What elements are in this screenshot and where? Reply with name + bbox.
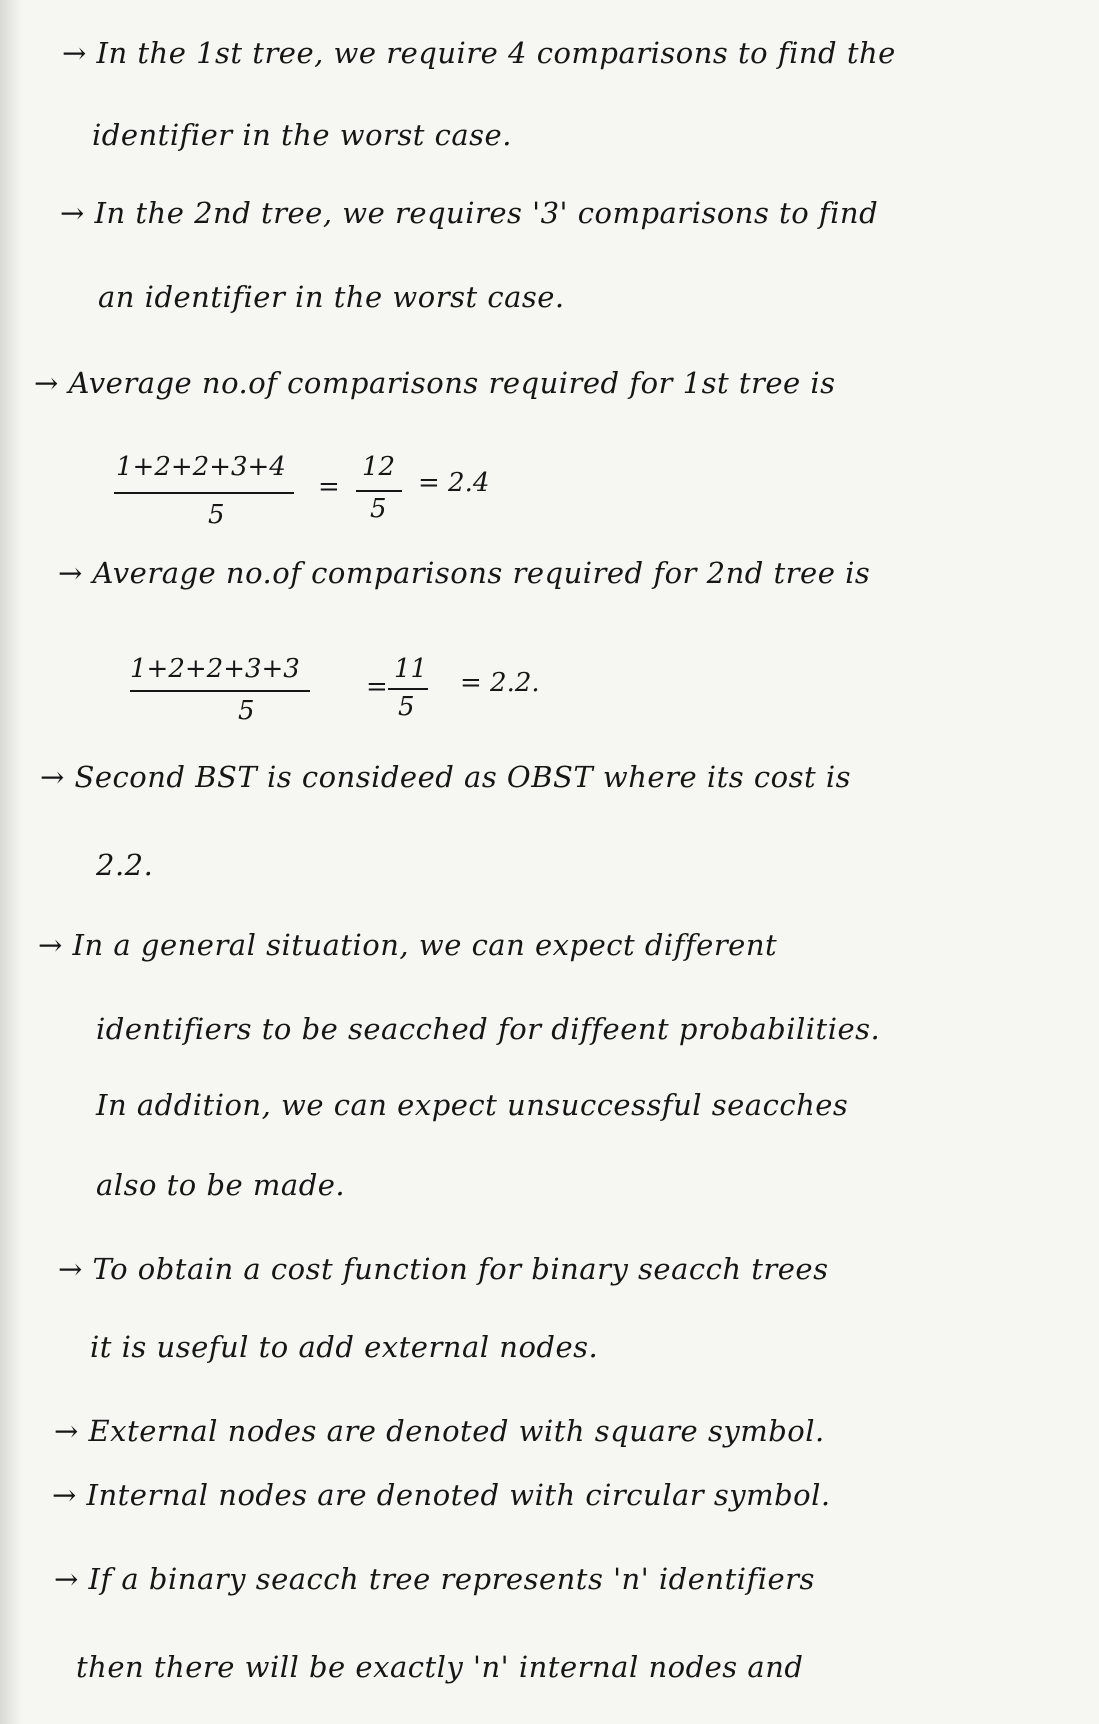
text-line-4: an identifier in the worst case. (98, 280, 565, 314)
text-line-2: identifier in the worst case. (92, 118, 512, 152)
text-line-15: → External nodes are denoted with square symbol. (54, 1414, 825, 1448)
text-line-9: → In a general situation, we can expect different (38, 928, 778, 962)
text-line-14: it is useful to add external nodes. (90, 1330, 599, 1364)
text-line-12: also to be made. (96, 1168, 346, 1202)
formula-1-numerator: 1+2+2+3+4 (116, 452, 286, 482)
formula-1-denominator: 5 (208, 500, 225, 530)
formula-1-reduced-denominator: 5 (370, 494, 387, 524)
page-edge-shadow (0, 0, 22, 1724)
text-line-3: → In the 2nd tree, we requires '3' comparisons to find (60, 196, 879, 230)
formula-2-reduced-numerator: 11 (394, 654, 428, 684)
formula-2-denominator: 5 (238, 696, 255, 726)
text-line-13: → To obtain a cost function for binary seacch trees (58, 1252, 829, 1286)
text-line-7: → Second BST is consideed as OBST where its cost is (40, 760, 851, 794)
formula-1-result: = 2.4 (418, 468, 490, 498)
text-line-8: 2.2. (96, 848, 154, 882)
formula-2-equals: = (366, 672, 388, 702)
text-line-17: → If a binary seacch tree represents 'n' identifiers (54, 1562, 815, 1596)
text-line-5: → Average no.of comparisons required for 1st tree is (34, 366, 836, 400)
text-line-18: then there will be exactly 'n' internal nodes and (76, 1650, 804, 1684)
formula-1-reduced-numerator: 12 (362, 452, 396, 482)
formula-1-reduced-bar (356, 490, 402, 492)
formula-1-equals: = (318, 472, 340, 502)
text-line-1: → In the 1st tree, we require 4 comparisons to find the (62, 36, 896, 70)
formula-1-bar (114, 492, 294, 494)
text-line-10: identifiers to be seacched for diffeent probabilities. (96, 1012, 881, 1046)
formula-2-bar (130, 690, 310, 692)
text-line-6: → Average no.of comparisons required for 2nd tree is (58, 556, 871, 590)
formula-2-reduced-denominator: 5 (398, 692, 415, 722)
text-line-16: → Internal nodes are denoted with circular symbol. (52, 1478, 831, 1512)
formula-2-reduced-bar (388, 688, 428, 690)
formula-2-numerator: 1+2+2+3+3 (130, 654, 300, 684)
text-line-11: In addition, we can expect unsuccessful seacches (96, 1088, 849, 1122)
formula-2-result: = 2.2. (460, 668, 540, 698)
